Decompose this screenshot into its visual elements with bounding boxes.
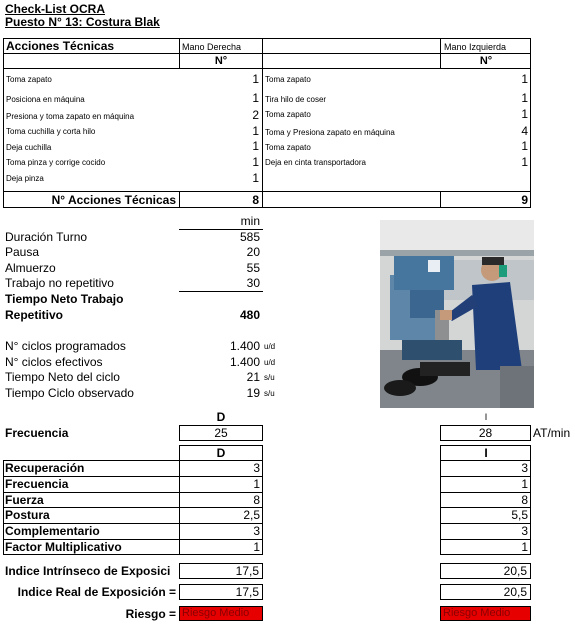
lh-action-6: Deja en cinta transportadora xyxy=(265,158,366,167)
rh-action-2: Posiciona en máquina xyxy=(6,95,85,104)
real-index-d: 17,5 xyxy=(179,584,263,600)
rh-action-6: Toma pinza y corrige cocido xyxy=(6,158,106,167)
complementary-d: 3 xyxy=(253,524,260,538)
posture-d: 2,5 xyxy=(243,508,260,522)
intrinsic-index-d: 17,5 xyxy=(179,563,263,579)
cycles-programmed-label: N° ciclos programados xyxy=(5,339,126,353)
observed-cycle-time-unit: s/u xyxy=(264,389,275,398)
rh-count-5: 1 xyxy=(252,139,259,153)
frequency-col-i: I xyxy=(484,412,488,422)
complementary-i: 3 xyxy=(521,524,528,538)
observed-cycle-time-label: Tiempo Ciclo observado xyxy=(5,386,134,400)
lh-action-3: Toma zapato xyxy=(265,110,311,119)
actions-header: Acciones Técnicas xyxy=(6,39,115,53)
lh-action-2: Tira hilo de coser xyxy=(265,95,327,104)
posture-label: Postura xyxy=(5,508,50,522)
complementary-label: Complementario xyxy=(5,524,100,538)
total-actions-label: N° Acciones Técnicas xyxy=(51,193,176,207)
net-cycle-time-value: 21 xyxy=(246,370,260,384)
shift-duration-value: 585 xyxy=(239,230,260,244)
left-hand-n-header: N° xyxy=(479,55,493,67)
total-right-hand: 8 xyxy=(252,193,259,207)
rh-action-1: Toma zapato xyxy=(6,75,52,84)
multiplier-i: 1 xyxy=(521,540,528,554)
right-hand-header: Mano Derecha xyxy=(182,42,242,52)
net-time-label-1: Tiempo Neto Trabajo xyxy=(5,292,124,306)
total-left-hand: 9 xyxy=(521,193,528,207)
lh-count-3: 1 xyxy=(521,107,528,121)
doc-title: Check-List OCRA xyxy=(5,2,106,16)
risk-label: Riesgo = xyxy=(125,607,176,621)
shift-duration-label: Duración Turno xyxy=(5,230,88,244)
recovery-d: 3 xyxy=(253,461,260,475)
lh-count-4: 4 xyxy=(521,124,528,138)
lh-count-5: 1 xyxy=(521,139,528,153)
lh-action-5: Toma zapato xyxy=(265,143,311,152)
non-repetitive-value: 30 xyxy=(246,276,260,290)
force-label: Fuerza xyxy=(5,493,44,507)
risk-badge-i: Riesgo Medio xyxy=(440,606,531,621)
factors-col-d: D xyxy=(216,446,226,460)
right-hand-n-header: N° xyxy=(214,55,228,67)
pause-value: 20 xyxy=(246,245,260,259)
lh-action-4: Toma y Presiona zapato en máquina xyxy=(265,128,395,137)
rh-action-3: Presiona y toma zapato en máquina xyxy=(6,112,135,121)
rh-count-2: 1 xyxy=(252,91,259,105)
force-i: 8 xyxy=(521,493,528,507)
doc-subtitle: Puesto N° 13: Costura Blak xyxy=(5,15,160,29)
posture-i: 5,5 xyxy=(511,508,528,522)
multiplier-d: 1 xyxy=(253,540,260,554)
lh-count-1: 1 xyxy=(521,72,528,86)
cycles-programmed-unit: u/d xyxy=(264,342,276,351)
cycles-effective-value: 1.400 xyxy=(229,355,260,369)
net-cycle-time-unit: s/u xyxy=(264,373,275,382)
net-time-value: 480 xyxy=(239,308,260,322)
rh-count-4: 1 xyxy=(252,124,259,138)
frequency-value-d: 25 xyxy=(179,425,263,441)
real-index-label: Indice Real de Exposición = xyxy=(17,585,176,599)
observed-cycle-time-value: 19 xyxy=(246,386,260,400)
sewing-machine-illustration xyxy=(380,220,534,408)
frequency-factor-label: Frecuencia xyxy=(5,477,69,491)
rh-count-6: 1 xyxy=(252,155,259,169)
rh-count-3: 2 xyxy=(252,108,259,122)
rh-action-5: Deja cuchilla xyxy=(6,143,52,152)
frequency-unit: AT/min xyxy=(533,426,571,440)
lh-count-6: 1 xyxy=(521,155,528,169)
lunch-label: Almuerzo xyxy=(5,261,56,275)
rh-count-1: 1 xyxy=(252,72,259,86)
net-cycle-time-label: Tiempo Neto del ciclo xyxy=(5,370,120,384)
intrinsic-index-label: Indice Intrínseco de Exposici xyxy=(5,564,171,578)
real-index-i: 20,5 xyxy=(440,584,531,600)
frequency-label: Frecuencia xyxy=(5,426,69,440)
rh-action-4: Toma cuchilla y corta hilo xyxy=(6,127,96,136)
lh-action-1: Toma zapato xyxy=(265,75,311,84)
multiplier-label: Factor Multiplicativo xyxy=(5,540,122,554)
frequency-factor-i: 1 xyxy=(521,477,528,491)
risk-badge-d: Riesgo Medio xyxy=(179,606,263,621)
frequency-col-d: D xyxy=(216,410,226,424)
lh-count-2: 1 xyxy=(521,91,528,105)
pause-label: Pausa xyxy=(5,245,40,259)
rh-count-7: 1 xyxy=(252,171,259,185)
factors-col-i: I xyxy=(484,446,488,460)
rh-action-7: Deja pinza xyxy=(6,174,44,183)
cycles-programmed-value: 1.400 xyxy=(229,339,260,353)
frequency-factor-d: 1 xyxy=(253,477,260,491)
frequency-value-i: 28 xyxy=(440,425,531,441)
force-d: 8 xyxy=(253,493,260,507)
recovery-label: Recuperación xyxy=(5,461,85,475)
non-repetitive-label: Trabajo no repetitivo xyxy=(5,276,114,290)
net-time-label-2: Repetitivo xyxy=(5,308,64,322)
cycles-effective-label: N° ciclos efectivos xyxy=(5,355,103,369)
intrinsic-index-i: 20,5 xyxy=(440,563,531,579)
recovery-i: 3 xyxy=(521,461,528,475)
cycles-effective-unit: u/d xyxy=(264,358,276,367)
time-unit-header: min xyxy=(240,214,260,228)
left-hand-header: Mano Izquierda xyxy=(444,42,507,52)
worker-photo xyxy=(380,220,534,408)
lunch-value: 55 xyxy=(246,261,260,275)
